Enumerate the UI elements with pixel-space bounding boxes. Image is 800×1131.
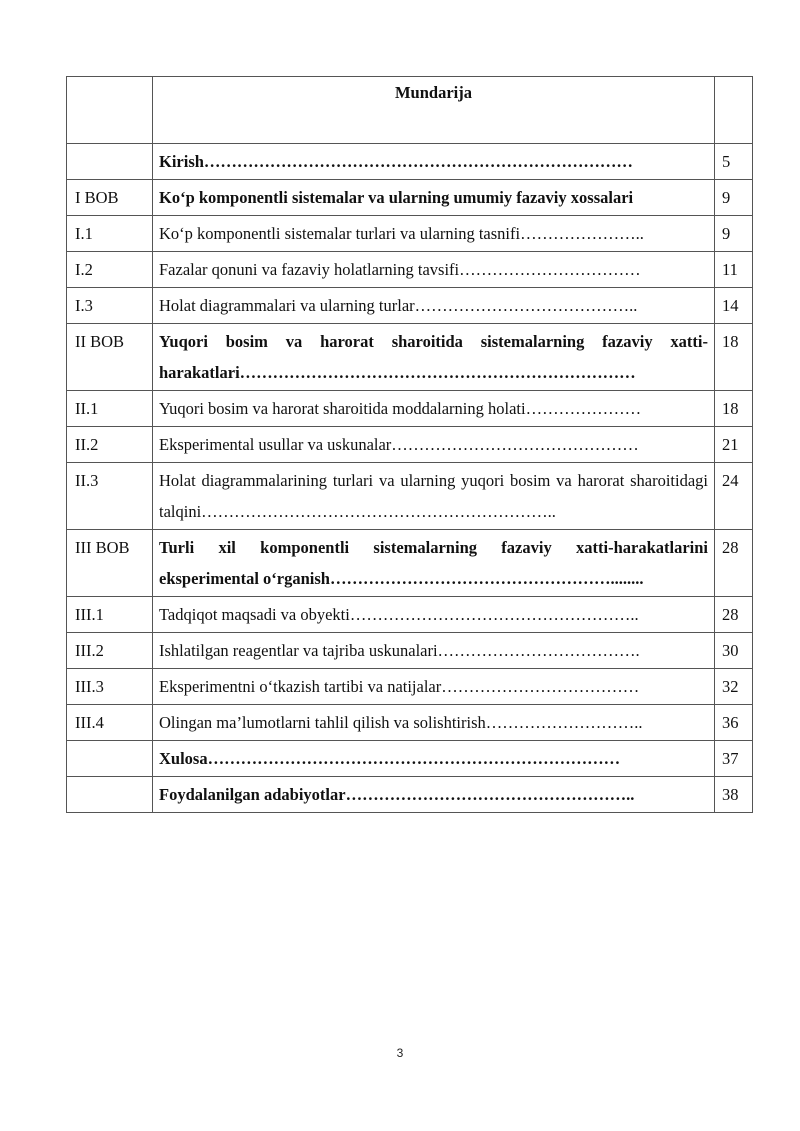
toc-row [67, 216, 753, 252]
section-number: III.4 [67, 705, 153, 741]
title-empty-cell [67, 77, 153, 144]
section-title: Yuqori bosim va harorat sharoitida moddalarning holati………………… [153, 391, 715, 427]
section-number: III.2 [67, 633, 153, 669]
toc-row [67, 669, 753, 705]
section-title: Tadqiqot maqsadi va obyekti…………………………………………….. [153, 597, 715, 633]
toc-row [67, 324, 753, 391]
page-ref: 11 [715, 252, 753, 288]
section-number [67, 741, 153, 777]
section-number: I.2 [67, 252, 153, 288]
contents-title-row [67, 77, 753, 144]
toc-row [67, 180, 753, 216]
toc-row [67, 741, 753, 777]
section-number: I BOB [67, 180, 153, 216]
section-title: Holat diagrammalari va ularning turlar………………………………….. [153, 288, 715, 324]
toc-row [67, 144, 753, 180]
page-ref: 9 [715, 216, 753, 252]
toc-row [67, 427, 753, 463]
page-ref: 18 [715, 324, 753, 391]
section-number: III BOB [67, 530, 153, 597]
section-number [67, 777, 153, 813]
page-ref: 38 [715, 777, 753, 813]
section-number: I.1 [67, 216, 153, 252]
toc-row [67, 288, 753, 324]
section-number: I.3 [67, 288, 153, 324]
page-ref: 28 [715, 530, 753, 597]
contents-title: Mundarija [153, 77, 715, 144]
section-title: Eksperimentni o‘tkazish tartibi va natijalar……………………………… [153, 669, 715, 705]
page-number: 3 [396, 1046, 404, 1060]
page-ref: 32 [715, 669, 753, 705]
page-ref: 28 [715, 597, 753, 633]
section-number: II.3 [67, 463, 153, 530]
section-number: III.1 [67, 597, 153, 633]
section-title: Kirish…………………………………………………………………… [153, 144, 715, 180]
page-ref: 36 [715, 705, 753, 741]
section-number: II.1 [67, 391, 153, 427]
section-number: II.2 [67, 427, 153, 463]
toc-row [67, 705, 753, 741]
page-ref: 37 [715, 741, 753, 777]
section-title: Fazalar qonuni va fazaviy holatlarning tavsifi…………………………… [153, 252, 715, 288]
toc-row [67, 463, 753, 530]
toc-row [67, 597, 753, 633]
toc-row [67, 391, 753, 427]
section-title: Turli xil komponentli sistemalarning fazaviy xatti-harakatlarini eksperimental o‘rganish……………………………………………........ [153, 530, 715, 597]
section-title: Holat diagrammalarining turlari va ularning yuqori bosim va harorat sharoitidagi talqini……………………………………………………….. [153, 463, 715, 530]
page-ref: 24 [715, 463, 753, 530]
toc-row [67, 633, 753, 669]
page-ref: 21 [715, 427, 753, 463]
toc-row [67, 252, 753, 288]
toc-row [67, 530, 753, 597]
section-title: Ko‘p komponentli sistemalar turlari va ularning tasnifi………………….. [153, 216, 715, 252]
section-title: Yuqori bosim va harorat sharoitida sistemalarning fazaviy xatti-harakatlari……………………………………………………………… [153, 324, 715, 391]
section-number: II BOB [67, 324, 153, 391]
title-empty-page-cell [715, 77, 753, 144]
section-title: Ko‘p komponentli sistemalar va ularning umumiy fazaviy xossalari [153, 180, 715, 216]
page-ref: 30 [715, 633, 753, 669]
toc-row [67, 777, 753, 813]
section-number [67, 144, 153, 180]
page-ref: 5 [715, 144, 753, 180]
page-ref: 14 [715, 288, 753, 324]
section-title: Ishlatilgan reagentlar va tajriba uskunalari………………………………. [153, 633, 715, 669]
contents-table [66, 76, 753, 813]
page-ref: 18 [715, 391, 753, 427]
section-title: Foydalanilgan adabiyotlar…………………………………………….. [153, 777, 715, 813]
section-title: Xulosa………………………………………………………………… [153, 741, 715, 777]
section-title: Eksperimental usullar va uskunalar……………………………………… [153, 427, 715, 463]
section-title: Olingan ma’lumotlarni tahlil qilish va solishtirish……………………….. [153, 705, 715, 741]
page-ref: 9 [715, 180, 753, 216]
section-number: III.3 [67, 669, 153, 705]
